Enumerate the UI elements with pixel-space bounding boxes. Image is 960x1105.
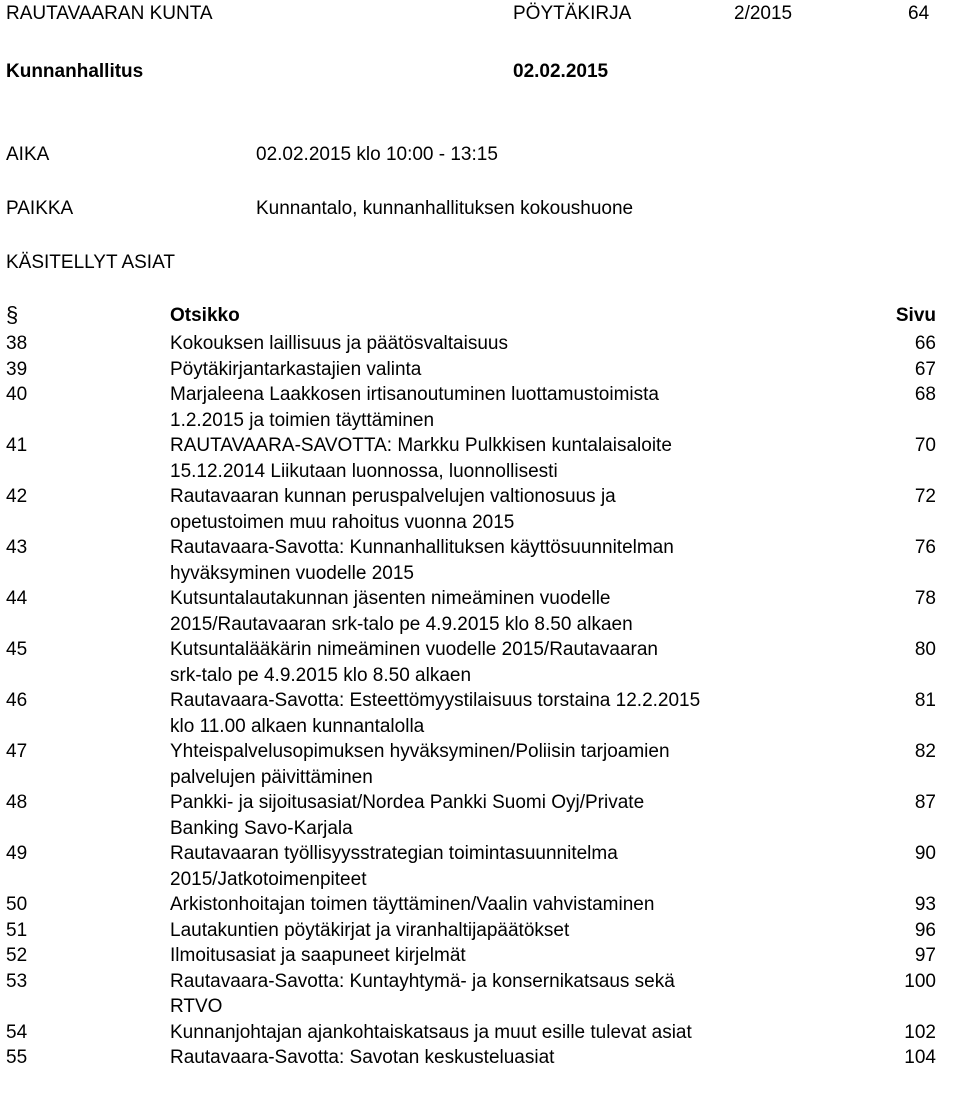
section-number: 54 — [6, 1021, 28, 1043]
agenda-item-title — [170, 688, 830, 739]
agenda-row — [0, 1045, 960, 1071]
agenda-item-title-line: 1.2.2015 ja toimien täyttäminen — [170, 409, 435, 431]
agenda-item-title-line: palvelujen päivittäminen — [170, 766, 373, 788]
agenda-item-title — [170, 484, 830, 535]
agenda-item-title — [170, 918, 830, 944]
section-number: 40 — [6, 384, 28, 405]
meeting-date: 02.02.2015 — [513, 61, 609, 82]
agenda-item-page: 81 — [914, 690, 936, 711]
agenda-item-page: 90 — [914, 843, 936, 864]
agenda-item-title — [170, 637, 830, 688]
section-number: 38 — [6, 333, 28, 354]
agenda-item-title-line: RAUTAVAARA-SAVOTTA: Markku Pulkkisen kuntalaisaloite — [170, 435, 672, 456]
agenda-item-title-line: Lautakuntien pöytäkirjat ja viranhaltijapäätökset — [170, 919, 570, 941]
agenda-item-title-line: Yhteispalvelusopimuksen hyväksyminen/Poliisin tarjoamien — [170, 741, 670, 762]
agenda-rows — [0, 331, 960, 1071]
agenda-item-title-line: Kutsuntalautakunnan jäsenten nimeäminen vuodelle — [170, 588, 611, 609]
agenda-item-title-line: Kutsuntalääkärin nimeäminen vuodelle 2015/Rautavaaran — [170, 639, 658, 660]
agenda-row — [0, 1020, 960, 1046]
agenda-item-title-line: Pankki- ja sijoitusasiat/Nordea Pankki Suomi Oyj/Private — [170, 792, 645, 813]
agenda-item-title-line: Banking Savo-Karjala — [170, 817, 353, 839]
agenda-row — [0, 535, 960, 586]
section-number: 50 — [6, 894, 28, 915]
section-number: 55 — [6, 1047, 28, 1068]
place-value: Kunnantalo, kunnanhallituksen kokoushuone — [256, 198, 634, 219]
agenda-table-header — [0, 301, 960, 331]
agenda-row — [0, 484, 960, 535]
agenda-item-title-line: klo 11.00 alkaen kunnantalolla — [170, 715, 425, 737]
title-column-header: Otsikko — [170, 305, 240, 326]
agenda-item-page: 67 — [914, 358, 936, 380]
agenda-item-title-line: Kunnanjohtajan ajankohtaiskatsaus ja muut esille tulevat asiat — [170, 1021, 692, 1043]
agenda-item-title — [170, 433, 830, 484]
section-symbol: § — [6, 302, 19, 327]
place-label: PAIKKA — [6, 198, 74, 219]
page-column-header: Sivu — [895, 305, 936, 326]
agenda-row — [0, 892, 960, 918]
section-number: 49 — [6, 843, 28, 864]
section-number: 46 — [6, 690, 28, 711]
agenda-item-title-line: Rautavaara-Savotta: Esteettömyystilaisuus torstaina 12.2.2015 — [170, 690, 701, 711]
document-number: 2/2015 — [734, 3, 793, 24]
section-number: 42 — [6, 486, 28, 507]
agenda-item-title-line: Kokouksen laillisuus ja päätösvaltaisuus — [170, 333, 508, 354]
agenda-item-page: 72 — [914, 486, 936, 507]
agenda-row — [0, 637, 960, 688]
agenda-item-title — [170, 841, 830, 892]
agenda-item-title-line: 15.12.2014 Liikutaan luonnossa, luonnollisesti — [170, 460, 558, 482]
section-number: 43 — [6, 537, 28, 558]
agenda-item-title — [170, 331, 830, 357]
agenda-item-title-line: hyväksyminen vuodelle 2015 — [170, 562, 414, 584]
page-number: 64 — [908, 3, 930, 24]
agenda-table — [0, 301, 960, 1071]
agenda-item-title — [170, 943, 830, 969]
agenda-item-page: 66 — [914, 333, 936, 354]
agenda-item-page: 87 — [914, 792, 936, 813]
agenda-item-page: 78 — [914, 588, 936, 609]
time-value: 02.02.2015 klo 10:00 - 13:15 — [256, 144, 498, 165]
agenda-row — [0, 790, 960, 841]
agenda-row — [0, 841, 960, 892]
agenda-item-title — [170, 535, 830, 586]
agenda-row — [0, 433, 960, 484]
section-number: 44 — [6, 588, 28, 609]
agenda-item-title-line: 2015/Jatkotoimenpiteet — [170, 868, 367, 890]
agenda-row — [0, 331, 960, 357]
section-number: 52 — [6, 945, 28, 966]
section-number: 48 — [6, 792, 28, 813]
agenda-item-title — [170, 1020, 830, 1046]
agenda-item-title-line: 2015/Rautavaaran srk-talo pe 4.9.2015 klo 8.50 alkaen — [170, 613, 633, 635]
agenda-row — [0, 688, 960, 739]
section-number: 39 — [6, 358, 28, 380]
agenda-row — [0, 969, 960, 1020]
agenda-item-title-line: Rautavaaran kunnan peruspalvelujen valtionosuus ja — [170, 486, 616, 507]
agenda-item-page: 104 — [904, 1047, 936, 1068]
agenda-item-title-line: Ilmoitusasiat ja saapuneet kirjelmät — [170, 945, 466, 966]
agenda-item-page: 76 — [914, 537, 936, 558]
section-number: 41 — [6, 435, 28, 456]
section-number: 51 — [6, 919, 28, 941]
organization-name: RAUTAVAARAN KUNTA — [6, 3, 213, 24]
document-type: PÖYTÄKIRJA — [513, 3, 632, 24]
agenda-item-title-line: srk-talo pe 4.9.2015 klo 8.50 alkaen — [170, 664, 472, 686]
agenda-item-page: 100 — [904, 970, 936, 992]
agenda-item-title-line: Arkistonhoitajan toimen täyttäminen/Vaalin vahvistaminen — [170, 894, 655, 915]
agenda-item-page: 82 — [914, 741, 936, 762]
agenda-item-title — [170, 739, 830, 790]
agenda-item-title — [170, 892, 830, 918]
agenda-item-page: 80 — [914, 639, 936, 660]
agenda-item-title-line: opetustoimen muu rahoitus vuonna 2015 — [170, 511, 515, 533]
agenda-item-title — [170, 790, 830, 841]
agenda-row — [0, 382, 960, 433]
agenda-item-title — [170, 1045, 830, 1071]
agenda-item-page: 93 — [914, 894, 936, 915]
time-label: AIKA — [6, 144, 50, 165]
agenda-row — [0, 739, 960, 790]
agenda-item-title — [170, 357, 830, 383]
agenda-item-title-line: Rautavaaran työllisyysstrategian toimintasuunnitelma — [170, 843, 618, 864]
agenda-row — [0, 918, 960, 944]
agenda-item-page: 102 — [904, 1021, 936, 1043]
agenda-item-page: 70 — [914, 435, 936, 456]
agenda-item-page: 68 — [914, 384, 936, 405]
agenda-row — [0, 586, 960, 637]
section-title: KÄSITELLYT ASIAT — [6, 252, 175, 273]
agenda-item-title — [170, 382, 830, 433]
section-number: 47 — [6, 741, 28, 762]
agenda-item-page: 96 — [914, 919, 936, 941]
agenda-row — [0, 357, 960, 383]
agenda-item-title-line: Pöytäkirjantarkastajien valinta — [170, 358, 422, 380]
agenda-item-title — [170, 586, 830, 637]
agenda-item-title-line: Rautavaara-Savotta: Kuntayhtymä- ja konsernikatsaus sekä — [170, 970, 675, 992]
agenda-row — [0, 943, 960, 969]
agenda-item-title-line: Marjaleena Laakkosen irtisanoutuminen luottamustoimista — [170, 384, 659, 405]
agenda-item-page: 97 — [914, 945, 936, 966]
agenda-item-title-line: Rautavaara-Savotta: Savotan keskusteluasiat — [170, 1047, 555, 1068]
section-number: 45 — [6, 639, 28, 660]
agenda-item-title-line: RTVO — [170, 996, 223, 1017]
governing-body: Kunnanhallitus — [6, 61, 144, 82]
agenda-item-title — [170, 969, 830, 1020]
agenda-item-title-line: Rautavaara-Savotta: Kunnanhallituksen käyttösuunnitelman — [170, 537, 674, 558]
section-number: 53 — [6, 970, 28, 992]
